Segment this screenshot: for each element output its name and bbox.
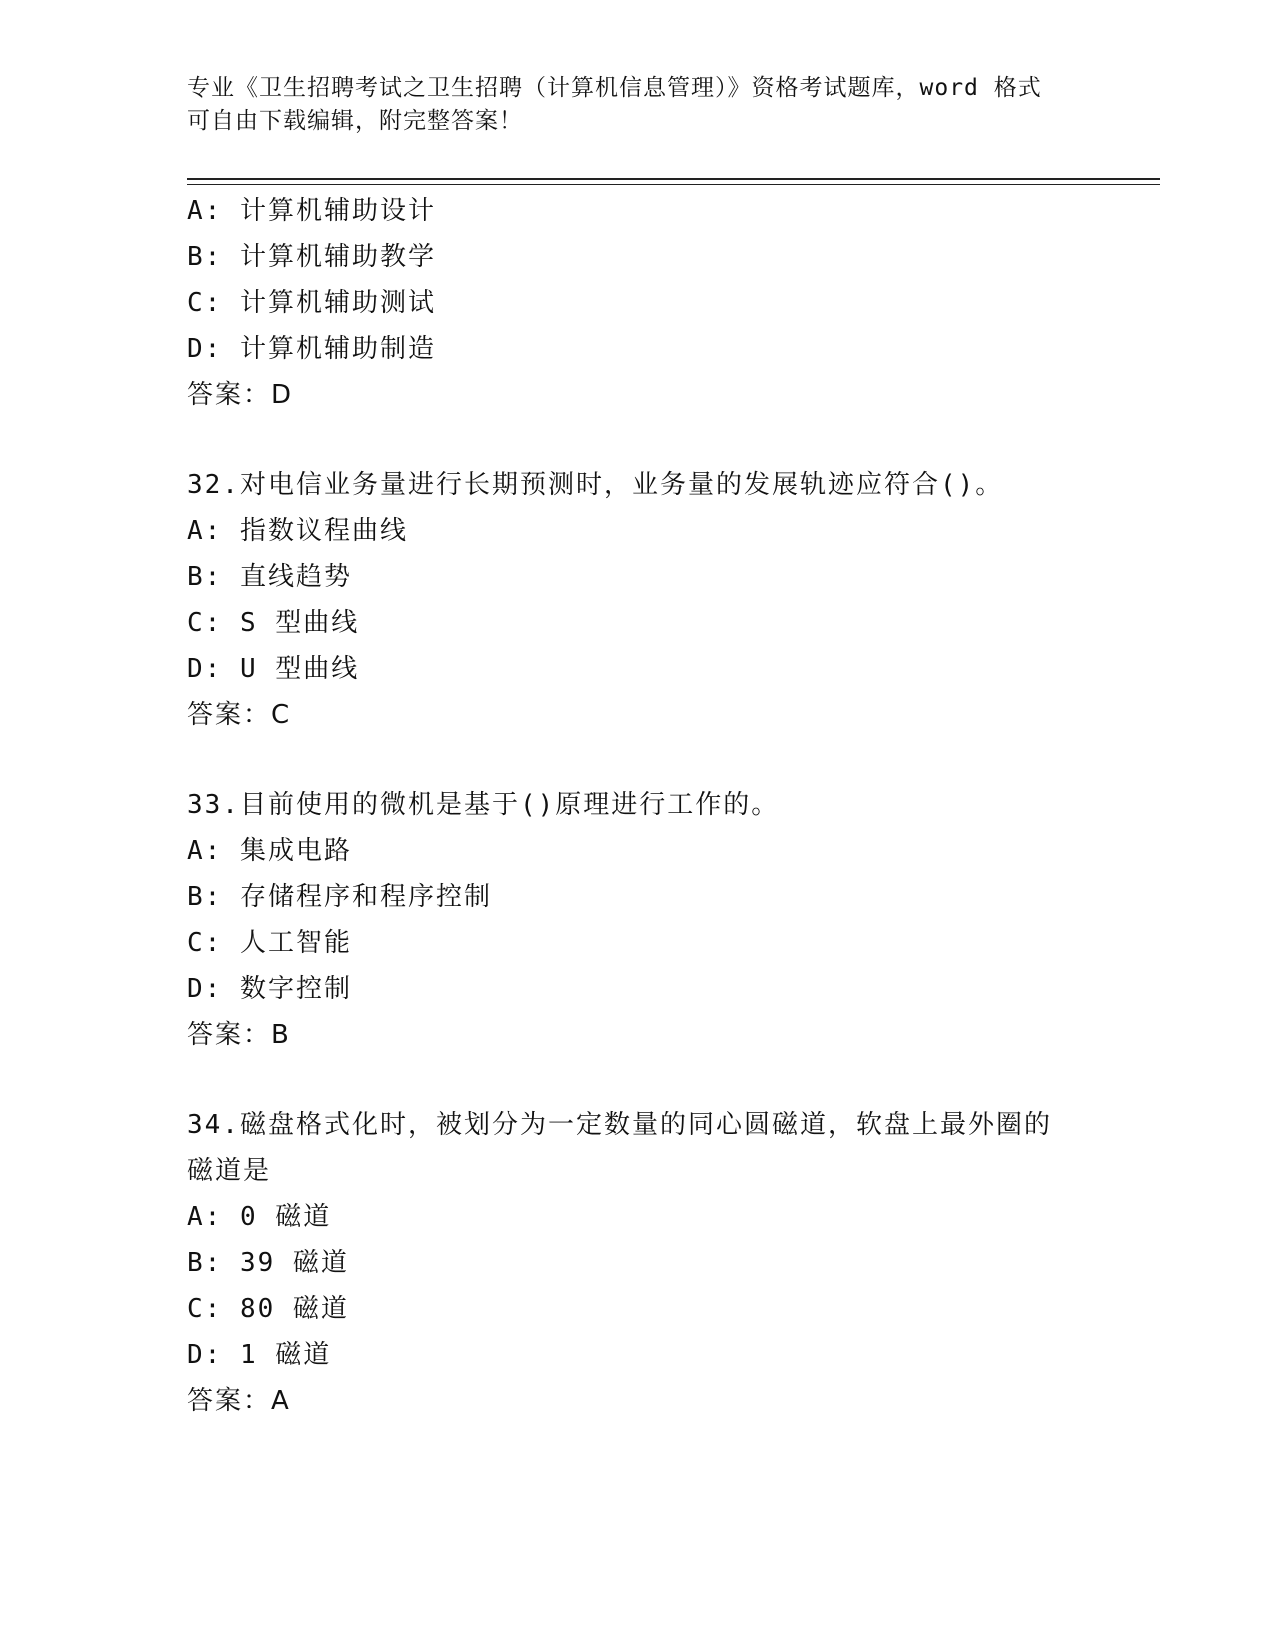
option-d: D: U 型曲线: [187, 654, 360, 684]
option-a: A: 指数议程曲线: [187, 516, 408, 546]
option-c: C: 80 磁道: [187, 1294, 349, 1324]
option-a: A: 计算机辅助设计: [187, 196, 436, 226]
spacer: [187, 418, 1087, 462]
option-b: B: 计算机辅助教学: [187, 242, 436, 272]
option-d: D: 数字控制: [187, 974, 352, 1004]
header-line-2: 可自由下载编辑，附完整答案！: [187, 108, 523, 134]
option-a: A: 0 磁道: [187, 1202, 332, 1232]
question-31: [187, 188, 1087, 418]
option-d: D: 计算机辅助制造: [187, 334, 436, 364]
question-list: [187, 188, 1087, 1424]
option-c: C: 计算机辅助测试: [187, 288, 436, 318]
option-b: B: 直线趋势: [187, 562, 352, 592]
option-d: D: 1 磁道: [187, 1340, 332, 1370]
question-text: 32.对电信业务量进行长期预测时，业务量的发展轨迹应符合()。: [187, 470, 1004, 500]
question-text: 33.目前使用的微机是基于()原理进行工作的。: [187, 790, 780, 820]
question-34: [187, 1102, 1087, 1424]
spacer: [187, 738, 1087, 782]
question-33: [187, 782, 1087, 1058]
answer: 答案：B: [187, 1020, 291, 1050]
question-32: [187, 462, 1087, 738]
option-c: C: 人工智能: [187, 928, 352, 958]
header-divider-thick: [187, 178, 1160, 180]
spacer: [187, 1058, 1087, 1102]
answer: 答案：C: [187, 700, 292, 730]
header-line-1: 专业《卫生招聘考试之卫生招聘（计算机信息管理）》资格考试题库，word 格式: [187, 75, 1042, 101]
document-header: [187, 72, 1087, 138]
answer: 答案：D: [187, 380, 294, 410]
option-b: B: 39 磁道: [187, 1248, 349, 1278]
question-text-line-2: 磁道是: [187, 1156, 272, 1186]
answer: 答案：A: [187, 1386, 291, 1416]
question-text-line-1: 34.磁盘格式化时，被划分为一定数量的同心圆磁道，软盘上最外圈的: [187, 1110, 1052, 1140]
header-divider-thin: [187, 184, 1160, 185]
option-b: B: 存储程序和程序控制: [187, 882, 492, 912]
option-c: C: S 型曲线: [187, 608, 360, 638]
option-a: A: 集成电路: [187, 836, 352, 866]
